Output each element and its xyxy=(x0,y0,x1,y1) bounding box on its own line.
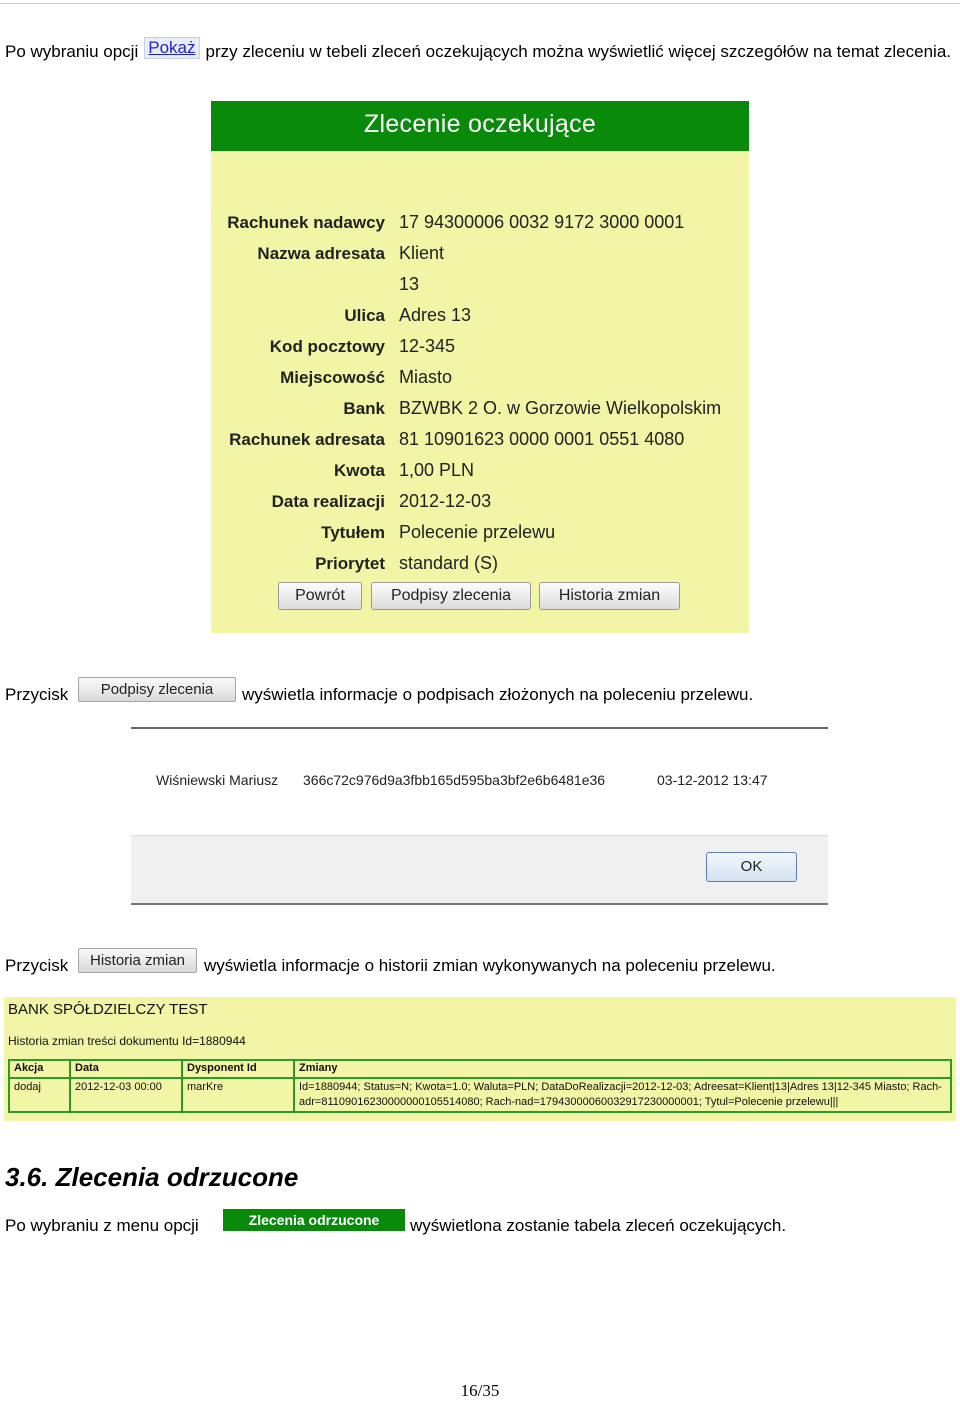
field-label: Tytułem xyxy=(321,523,385,542)
section-before: Po wybraniu z menu opcji xyxy=(5,1216,199,1235)
field-row xyxy=(211,333,749,363)
column-header: Akcja xyxy=(9,1060,70,1078)
field-label: Rachunek nadawcy xyxy=(227,213,385,232)
column-header: Data xyxy=(70,1060,182,1078)
table-row xyxy=(9,1078,951,1112)
field-value: standard (S) xyxy=(399,553,499,573)
history-panel xyxy=(4,997,956,1121)
field-row xyxy=(211,488,749,518)
top-rule xyxy=(0,3,960,4)
field-row xyxy=(211,240,749,270)
field-label: Kod pocztowy xyxy=(269,337,385,356)
pending-order-panel xyxy=(211,101,749,633)
field-label: Bank xyxy=(343,399,385,418)
field-row xyxy=(211,519,749,549)
intro-after: przy zleceniu w tebeli zleceń oczekujących można wyświetlić więcej szczegółów na temat zlecenia. xyxy=(205,42,951,61)
section-after: wyświetlona zostanie tabela zleceń oczekujących. xyxy=(410,1216,787,1235)
history-table xyxy=(8,1059,952,1113)
field-label: Kwota xyxy=(334,461,385,480)
ok-button[interactable]: OK xyxy=(706,852,797,882)
rejected-orders-button-sample: Zlecenia odrzucone xyxy=(223,1209,405,1231)
section-heading: 3.6. Zlecenia odrzucone xyxy=(5,1162,299,1192)
field-row xyxy=(211,426,749,456)
column-header: Zmiany xyxy=(294,1060,951,1078)
field-label: Data realizacji xyxy=(271,492,385,511)
field-value: 81 10901623 0000 0001 0551 4080 xyxy=(399,429,685,449)
field-value: 1,00 PLN xyxy=(399,460,475,480)
field-label: Priorytet xyxy=(315,554,385,573)
history-prefix: Przycisk xyxy=(5,956,69,975)
field-value: BZWBK 2 O. w Gorzowie Wielkopolskim xyxy=(399,398,722,418)
field-value: Klient xyxy=(399,243,445,263)
bank-name: BANK SPÓŁDZIELCZY TEST xyxy=(8,1001,208,1018)
field-row xyxy=(211,550,749,580)
field-row xyxy=(211,395,749,425)
page-number: 16/35 xyxy=(460,1381,500,1400)
cell-user: marKre xyxy=(182,1078,294,1112)
field-row xyxy=(211,209,749,239)
field-label: Nazwa adresata xyxy=(257,244,385,263)
signatures-button-sample: Podpisy zlecenia xyxy=(78,677,236,702)
back-button[interactable]: Powrót xyxy=(278,582,362,610)
cell-date: 2012-12-03 00:00 xyxy=(70,1078,182,1112)
signature-hash: 366c72c976d9a3fbb165d595ba3bf2e6b6481e36 xyxy=(303,772,606,788)
field-value: 2012-12-03 xyxy=(399,491,492,511)
history-button[interactable]: Historia zmian xyxy=(539,582,680,610)
field-row xyxy=(211,302,749,332)
field-row xyxy=(211,457,749,487)
intro-paragraph xyxy=(5,37,957,63)
intro-before: Po wybraniu opcji xyxy=(5,42,139,61)
signature-date: 03-12-2012 13:47 xyxy=(657,772,768,788)
field-label: Miejscowość xyxy=(280,368,385,387)
signer-name: Wiśniewski Mariusz xyxy=(156,772,279,788)
field-row xyxy=(211,271,749,301)
field-row xyxy=(211,364,749,394)
field-label: Ulica xyxy=(344,306,385,325)
history-button-sample: Historia zmian xyxy=(78,948,197,973)
history-description: wyświetla informacje o historii zmian wykonywanych na poleceniu przelewu. xyxy=(204,956,776,975)
column-header: Dysponent Id xyxy=(182,1060,294,1078)
cell-changes: Id=1880944; Status=N; Kwota=1.0; Waluta=PLN; DataDoRealizacji=2012-12-03; Adreesat=Klient|13|Adres 13|12-345 Miasto; Rach-adr=81109016230000000105514080; Rach-nad=17943000060032917230000001; Tytul=Polecenie przelewu||| xyxy=(294,1078,951,1112)
cell-action: dodaj xyxy=(9,1078,70,1112)
signatures-description: wyświetla informacje o podpisach złożonych na poleceniu przelewu. xyxy=(242,685,754,704)
history-subtitle: Historia zmian treści dokumentu Id=1880944 xyxy=(8,1034,246,1048)
field-value: 12-345 xyxy=(399,336,456,356)
signatures-prefix: Przycisk xyxy=(5,685,69,704)
field-value: 13 xyxy=(399,274,420,294)
field-value: 17 94300006 0032 9172 3000 0001 xyxy=(399,212,685,232)
field-value: Miasto xyxy=(399,367,453,387)
field-label: Rachunek adresata xyxy=(229,430,385,449)
table-header-row xyxy=(9,1060,951,1078)
show-link-sample: Pokaż xyxy=(144,37,199,59)
signatures-button[interactable]: Podpisy zlecenia xyxy=(371,582,531,610)
field-value: Polecenie przelewu xyxy=(399,522,556,542)
dialog-top-rule xyxy=(131,727,828,729)
panel-title: Zlecenie oczekujące xyxy=(211,101,749,151)
field-value: Adres 13 xyxy=(399,305,472,325)
